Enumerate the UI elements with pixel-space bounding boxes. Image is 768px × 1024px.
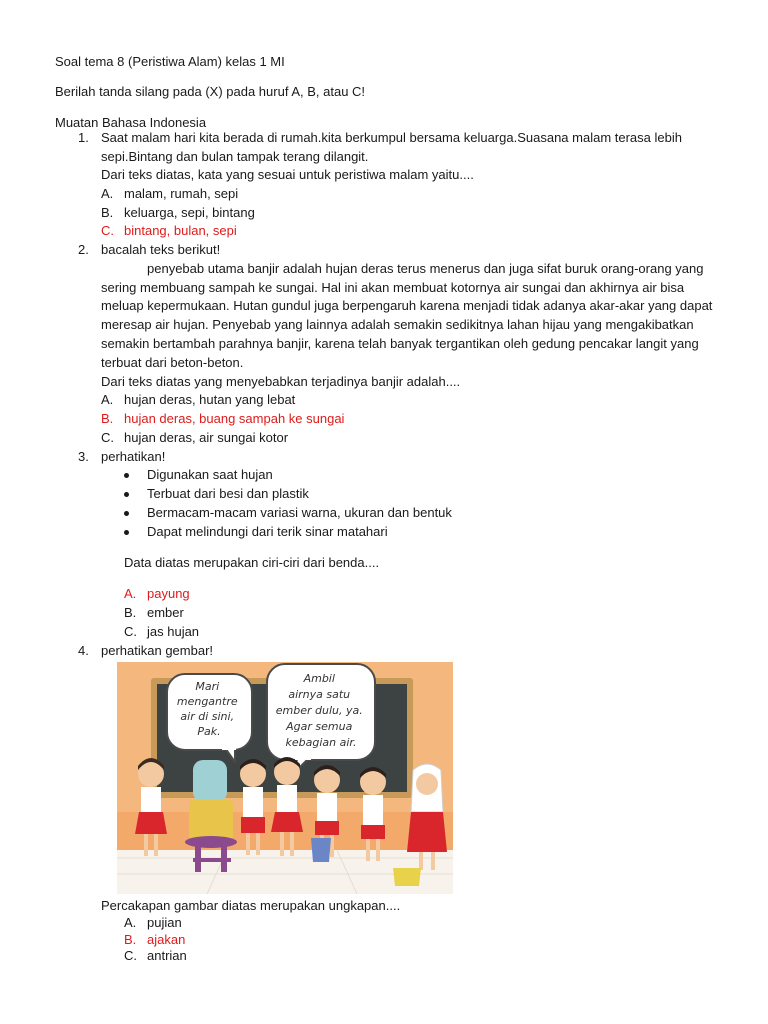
answer-option-text: ajakan: [147, 932, 186, 947]
bubble-right-text: Ambil airnya satu ember dulu, ya. Agar semua kebagian air.: [275, 672, 363, 749]
section-heading: Muatan Bahasa Indonesia: [55, 115, 207, 130]
bullet-text: Dapat melindungi dari terik sinar matahari: [147, 524, 388, 539]
option-letter: B.: [101, 411, 114, 426]
option-letter: C.: [101, 430, 114, 445]
option-letter: B.: [124, 932, 137, 947]
question-number: 4.: [78, 643, 89, 658]
bubble-left-text: Mari mengantre air di sini, Pak.: [176, 680, 238, 738]
option-letter: A.: [101, 392, 114, 407]
option-text: malam, rumah, sepi: [124, 186, 239, 201]
bullet-icon: [124, 530, 129, 535]
option-letter: C.: [124, 948, 137, 963]
bullet-icon: [124, 511, 129, 516]
option-text: antrian: [147, 948, 187, 963]
option-letter: B.: [124, 605, 137, 620]
option-letter: A.: [101, 186, 114, 201]
question-text: sepi.Bintang dan bulan tampak terang dilangit.: [101, 149, 369, 164]
option-letter: A.: [124, 915, 137, 930]
option-text: hujan deras, air sungai kotor: [124, 430, 289, 445]
reading-paragraph: sering membuang sampah ke sungai. Hal ini akan membuat kotornya air sungai dan akhirnya air bisa: [101, 280, 685, 295]
option-letter: A.: [124, 586, 137, 601]
bullet-text: Digunakan saat hujan: [147, 467, 273, 482]
bullet-icon: [124, 492, 129, 497]
instruction-text: Berilah tanda silang pada (X) pada huruf A, B, atau C!: [55, 84, 366, 99]
question-text: perhatikan gembar!: [101, 643, 214, 658]
option-text: ember: [147, 605, 184, 620]
option-letter: C.: [101, 223, 114, 238]
question-text: Dari teks diatas, kata yang sesuai untuk peristiwa malam yaitu....: [101, 167, 474, 182]
bullet-text: Terbuat dari besi dan plastik: [147, 486, 309, 501]
answer-option-text: hujan deras, buang sampah ke sungai: [124, 411, 345, 426]
option-text: jas hujan: [147, 624, 200, 639]
question-text: perhatikan!: [101, 449, 166, 464]
question-text: Dari teks diatas yang menyebabkan terjadinya banjir adalah....: [101, 374, 461, 389]
reading-paragraph: terbuat dari beton-beton.: [101, 355, 244, 370]
option-letter: C.: [124, 624, 137, 639]
worksheet-title: Soal tema 8 (Peristiwa Alam) kelas 1 MI: [55, 54, 285, 69]
option-text: pujian: [147, 915, 182, 930]
answer-option-text: bintang, bulan, sepi: [124, 223, 237, 238]
question-text: Data diatas merupakan ciri-ciri dari benda....: [124, 555, 380, 570]
option-text: keluarga, sepi, bintang: [124, 205, 255, 220]
question-text: bacalah teks berikut!: [101, 242, 221, 257]
bullet-icon: [124, 473, 129, 478]
reading-paragraph: semakin bertambah parahnya banjir, karena telah banyak tergantikan oleh gedung pencakar langit yang: [101, 336, 699, 351]
bullet-text: Bermacam-macam variasi warna, ukuran dan bentuk: [147, 505, 452, 520]
reading-paragraph: meluap kepermukaan. Hutan gundul juga berpengaruh karena menjadi tidak adanya akar-akar yang dapat: [101, 298, 713, 313]
question-number: 2.: [78, 242, 89, 257]
answer-option-text: payung: [147, 586, 190, 601]
reading-paragraph: meresap air hujan. Penyebab yang lainnya adalah semakin sedikitnya lahan hijau yang mengakibatkan: [101, 317, 694, 332]
option-letter: B.: [101, 205, 114, 220]
classroom-scene: [117, 662, 453, 894]
reading-paragraph: penyebab utama banjir adalah hujan deras terus menerus dan juga sifat buruk orang-orang yang: [147, 261, 704, 276]
question-number: 3.: [78, 449, 89, 464]
question-number: 1.: [78, 130, 89, 145]
question-text: Saat malam hari kita berada di rumah.kita berkumpul bersama keluarga.Suasana malam terasa lebih: [101, 130, 682, 145]
question-text: Percakapan gambar diatas merupakan ungkapan....: [101, 898, 401, 913]
option-text: hujan deras, hutan yang lebat: [124, 392, 296, 407]
queue-illustration: [117, 662, 453, 894]
